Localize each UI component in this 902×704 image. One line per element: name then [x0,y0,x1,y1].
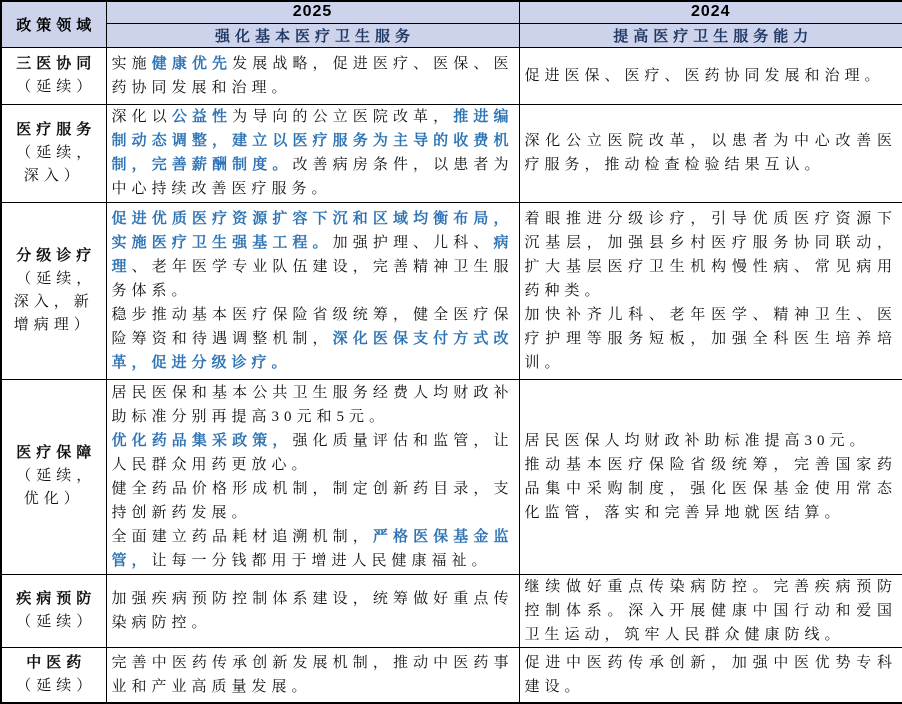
policy-area-status: （延续） [16,613,97,630]
paragraph [525,429,898,453]
paragraph [112,651,514,699]
body-text: 改善病房条件，以患者为中心持续改善医疗服务。 [111,157,514,197]
body-text: 完善中医药传承创新发展机制，推动中医药事业和产业高质量发展。 [111,654,514,695]
policy-area-status: （延续） [16,677,97,694]
table-row [1,574,902,647]
column-header-2025: 2025 [106,1,519,23]
table-row [1,47,902,104]
body-text: 继续做好重点传染病防控。完善疾病预防控制体系。深入开展健康中国行动和爱国卫生运动，筑牢人民群众健康防线。 [524,578,897,643]
paragraph [525,129,898,177]
cell-2025 [106,47,519,104]
highlighted-text: 病理 [111,234,514,275]
cell-2025 [106,379,519,574]
header-year-row [1,1,902,23]
body-text: 推动基本医疗保险省级统筹，完善国家药品集中采购制度，强化医保基金使用常态化监管，落实和完善异地就医结算。 [524,456,897,521]
cell-2024 [519,574,902,647]
policy-area-label [1,379,106,574]
cell-2024 [519,202,902,379]
subtitle-2024: 提高医疗卫生服务能力 [519,23,902,47]
policy-area-title: 医疗服务 [16,121,97,138]
paragraph [112,477,514,525]
cell-2024 [519,47,902,104]
paragraph [525,453,898,525]
body-text: 加强疾病预防控制体系建设，统筹做好重点传染病防控。 [111,590,514,631]
table-row [1,202,902,379]
policy-area-title: 中医药 [26,654,87,671]
corner-header-policy-area: 政策领域 [1,1,106,47]
paragraph [112,525,514,573]
policy-area-status: （延续，优化） [16,468,97,507]
table-body [1,47,902,703]
policy-area-title: 三医协同 [16,55,97,72]
body-text: 全面建立药品耗材追溯机制， [111,528,373,545]
cell-2024 [519,104,902,202]
policy-area-label [1,647,106,703]
paragraph [112,207,514,303]
policy-area-title: 医疗保障 [16,445,97,461]
policy-area-label [1,574,106,647]
header-subtitle-row [1,23,902,47]
highlighted-text: 推进编制动态调整，建立以医疗服务为主导的收费机制，完善薪酬制度。 [111,109,514,173]
body-text: 促进中医药传承创新，加强中医优势专科建设。 [524,654,897,695]
paragraph [112,587,514,635]
body-text: 健全药品价格形成机制，制定创新药目录，支持创新药发展。 [111,480,514,521]
policy-area-status: （延续，深入） [16,144,97,184]
paragraph [525,64,898,88]
body-text: 深化以 [111,109,172,125]
body-text: 促进医保、医疗、医药协同发展和治理。 [524,67,885,84]
policy-area-title: 疾病预防 [16,590,97,607]
table-header [1,1,902,47]
body-text: 稳步推动基本医疗保险省级统筹，健全医疗保险筹资和待遇调整机制， [111,306,514,347]
column-header-2024: 2024 [519,1,902,23]
policy-area-title: 分级诊疗 [16,247,97,264]
highlighted-text: 优化药品集采政策， [111,432,293,449]
paragraph [525,651,898,699]
highlighted-text: 公益性 [171,109,233,125]
body-text: 加强护理、儿科、 [332,234,494,251]
body-text: 实施 [111,55,152,72]
body-text: 让每一分钱都用于增进人民健康福祉。 [151,552,492,569]
subtitle-2025: 强化基本医疗卫生服务 [106,23,519,47]
body-text: 着眼推进分级诊疗，引导优质医疗资源下沉基层，加强县乡村医疗服务协同联动，扩大基层医疗卫生机构慢性病、常见病用药种类。 [524,210,897,299]
highlighted-text: 深化医保支付方式改革，促进分级诊疗。 [111,330,514,371]
body-text: 为导向的公立医院改革， [232,109,454,125]
cell-2025 [106,574,519,647]
policy-area-label [1,104,106,202]
highlighted-text: 促进优质医疗资源扩容下沉和区域均衡布局，实施医疗卫生强基工程。 [111,210,514,251]
paragraph [112,303,514,375]
cell-2025 [106,104,519,202]
body-text: 、老年医学专业队伍建设，完善精神卫生服务体系。 [111,258,514,299]
body-text: 居民医保和基本公共卫生服务经费人均财政补助标准分别再提高30元和5元。 [111,384,514,425]
table-row [1,647,902,703]
highlighted-text: 严格医保基金监管， [111,528,514,569]
paragraph [525,575,898,647]
policy-area-status: （延续，深入，新增病理） [13,270,97,333]
paragraph [525,303,898,375]
body-text: 居民医保人均财政补助标准提高30元。 [524,432,870,449]
policy-area-status: （延续） [16,78,97,95]
paragraph [112,429,514,477]
policy-area-label [1,47,106,104]
table-row [1,379,902,574]
cell-2025 [106,647,519,703]
policy-area-label [1,202,106,379]
cell-2024 [519,647,902,703]
body-text: 强化质量评估和监管，让人民群众用药更放心。 [111,432,514,473]
cell-2025 [106,202,519,379]
body-text: 发展战略，促进医疗、医保、医药协同发展和治理。 [111,55,514,96]
table-row [1,104,902,202]
cell-2024 [519,379,902,574]
paragraph [112,381,514,429]
body-text: 深化公立医院改革，以患者为中心改善医疗服务，推动检查检验结果互认。 [524,133,897,173]
body-text: 加快补齐儿科、老年医学、精神卫生、医疗护理等服务短板，加强全科医生培养培训。 [524,306,897,371]
paragraph [112,52,514,100]
highlighted-text: 健康优先 [151,55,233,72]
paragraph [112,105,514,201]
paragraph [525,207,898,303]
